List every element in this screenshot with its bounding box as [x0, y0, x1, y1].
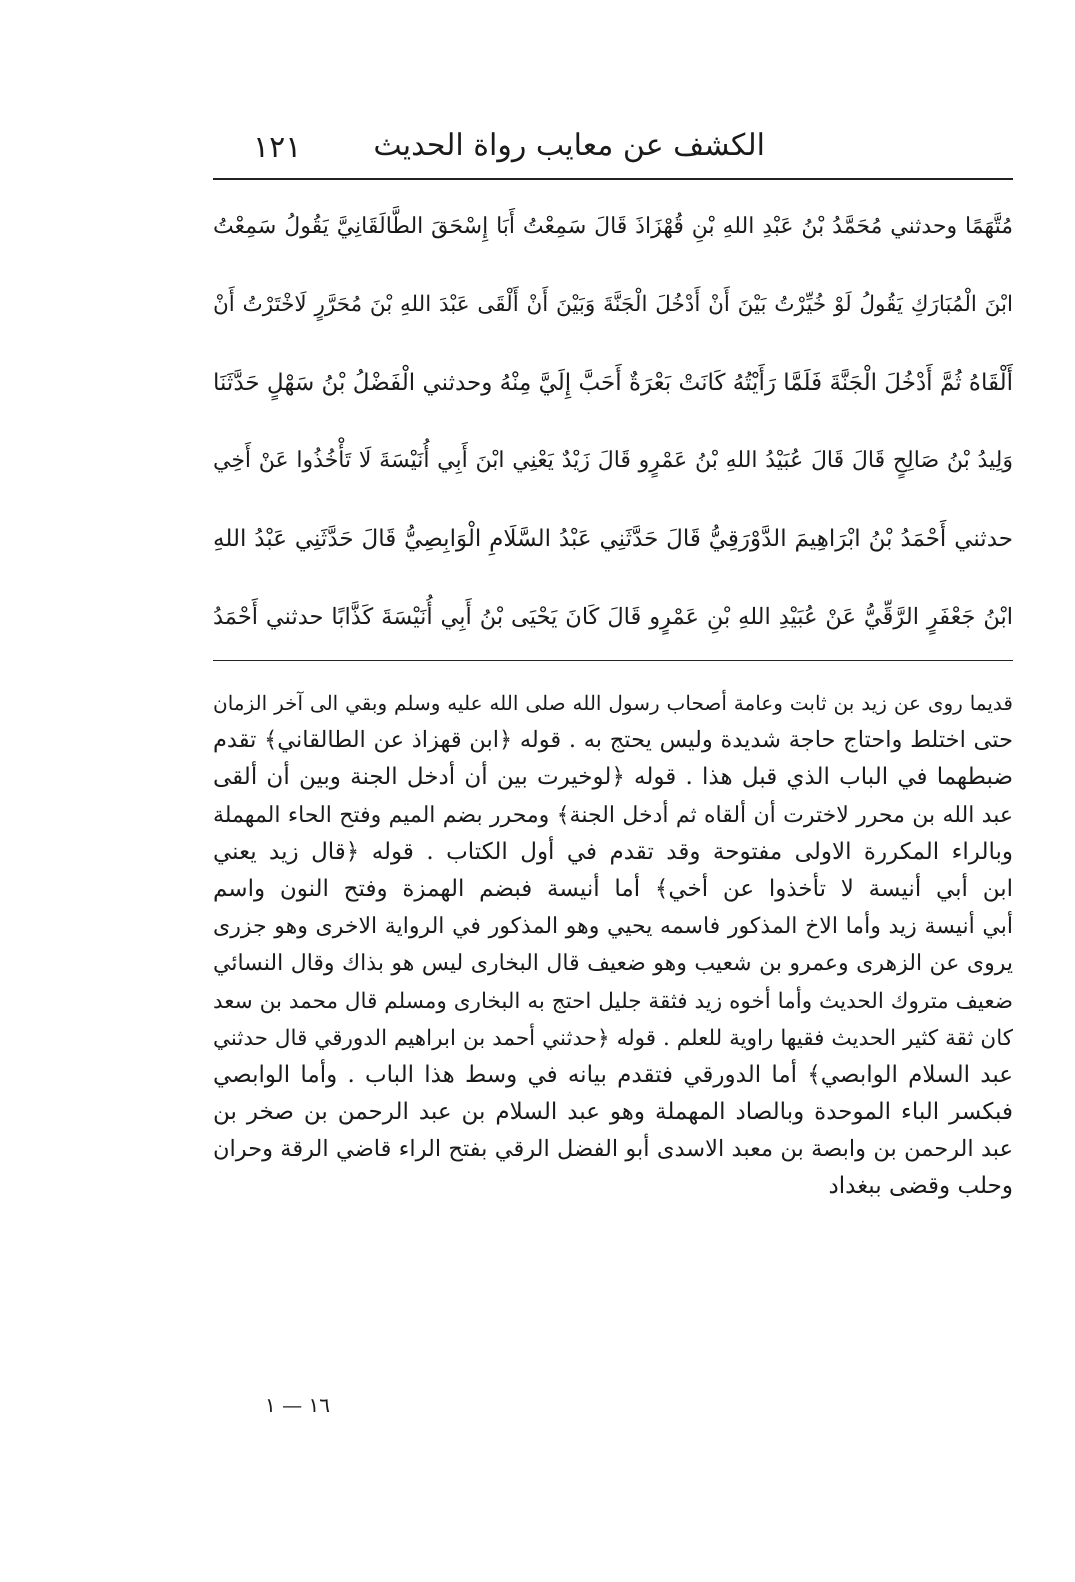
page-header — [215, 128, 1010, 178]
page-number: ١٢١ — [253, 130, 302, 165]
commentary-line: ضعيف متروك الحديث وأما أخوه زيد فثقة جليل احتج به البخارى ومسلم قال محمد بن سعد — [213, 988, 1013, 1014]
main-text-line: ابْنُ جَعْفَرٍ الرَّقِّيُّ عَنْ عُبَيْدِ اللهِ بْنِ عَمْرٍو قَالَ كَانَ يَحْيَى بْنُ أَبِي أُنَيْسَةَ كَذَّابًا حدثني أَحْمَدُ — [213, 604, 1013, 630]
commentary-line: قديما روى عن زيد بن ثابت وعامة أصحاب رسول الله صلى الله عليه وسلم وبقي الى آخر الزمان — [213, 691, 1013, 715]
commentary-divider — [213, 660, 1013, 661]
commentary-line: فبكسر الباء الموحدة وبالصاد المهملة وهو عبد السلام بن عبد الرحمن بن صخر بن — [213, 1099, 1013, 1126]
commentary-line: ضبطهما في الباب الذي قبل هذا . قوله ﴿لوخيرت بين أن أدخل الجنة وبين أن ألقى — [213, 764, 1013, 791]
main-text-line: أَلْقَاهُ ثُمَّ أَدْخُلَ الْجَنَّةَ فَلَمَّا رَأَيْتُهُ كَانَتْ بَعْرَةٌ أَحَبَّ إِلَيَّ مِنْهُ وحدثني الْفَضْلُ بْنُ سَهْلٍ حَدَّثَنَا — [213, 370, 1013, 396]
commentary-line: ابن أبي أنيسة لا تأخذوا عن أخي﴾ أما أنيسة فبضم الهمزة وفتح النون واسم — [213, 875, 1013, 902]
commentary-line: عبد الرحمن بن وابصة بن معبد الاسدى أبو الفضل الرقي بفتح الراء قاضي الرقة وحران — [213, 1136, 1013, 1163]
commentary-line: وبالراء المكررة الاولى مفتوحة وقد تقدم في أول الكتاب . قوله ﴿قال زيد يعني — [213, 838, 1013, 865]
main-text-line: مُتَّهَمًا وحدثني مُحَمَّدُ بْنُ عَبْدِ اللهِ بْنِ قُهْزَاذَ قَالَ سَمِعْتُ أَبَا إِسْحَقَ الطَّالَقَانِيَّ يَقُولُ سَمِعْتُ — [213, 214, 1013, 239]
main-text-line: حدثني أَحْمَدُ بْنُ ابْرَاهِيمَ الدَّوْرَقِيُّ قَالَ حَدَّثَنِي عَبْدُ السَّلَامِ الْوَابِصِيُّ قَالَ حَدَّثَنِي عَبْدُ اللهِ — [213, 526, 1013, 552]
commentary-line: حتى اختلط واحتاج حاجة شديدة وليس يحتج به . قوله ﴿ابن قهزاذ عن الطالقاني﴾ تقدم — [213, 727, 1013, 754]
header-divider — [213, 178, 1013, 180]
commentary-line: عبد الله بن محرر لاخترت أن ألقاه ثم أدخل الجنة﴾ ومحرر بضم الميم وفتح الحاء المهملة — [213, 802, 1013, 828]
commentary-line: أبي أنيسة زيد وأما الاخ المذكور فاسمه يحيي وهو المذكور في الرواية الاخرى وهو جزرى — [213, 914, 1013, 940]
main-text-line: وَلِيدُ بْنُ صَالِحٍ قَالَ قَالَ عُبَيْدُ اللهِ بْنُ عَمْرٍو قَالَ زَيْدٌ يَعْنِي ابْنَ أَبِي أُنَيْسَةَ لَا تَأْخُذُوا عَنْ أَخِي — [213, 448, 1013, 473]
signature-mark: ١٦ — ١ — [265, 1393, 330, 1417]
main-text-line: ابْنَ الْمُبَارَكِ يَقُولُ لَوْ خُيِّرْتُ بَيْنَ أَنْ أَدْخُلَ الْجَنَّةَ وَبَيْنَ أَنْ أَلْقَى عَبْدَ اللهِ بْنَ مُحَرَّرٍ لَاخْتَرْتُ أَنْ — [213, 292, 1013, 317]
main-hadith-text — [213, 188, 1013, 656]
commentary-line: كان ثقة كثير الحديث فقيها راوية للعلم . قوله ﴿حدثني أحمد بن ابراهيم الدورقي قال حدثني — [213, 1025, 1013, 1051]
commentary-line: وحلب وقضى ببغداد — [828, 1173, 1013, 1200]
commentary-line: يروى عن الزهرى وعمرو بن شعيب وهو ضعيف قال البخارى ليس هو بذاك وقال النسائي — [213, 951, 1013, 977]
running-title: الكشف عن معايب رواة الحديث — [373, 128, 765, 163]
commentary-text — [213, 685, 1013, 1206]
commentary-line: عبد السلام الوابصي﴾ أما الدورقي فتقدم بيانه في وسط هذا الباب . وأما الوابصي — [213, 1061, 1013, 1088]
